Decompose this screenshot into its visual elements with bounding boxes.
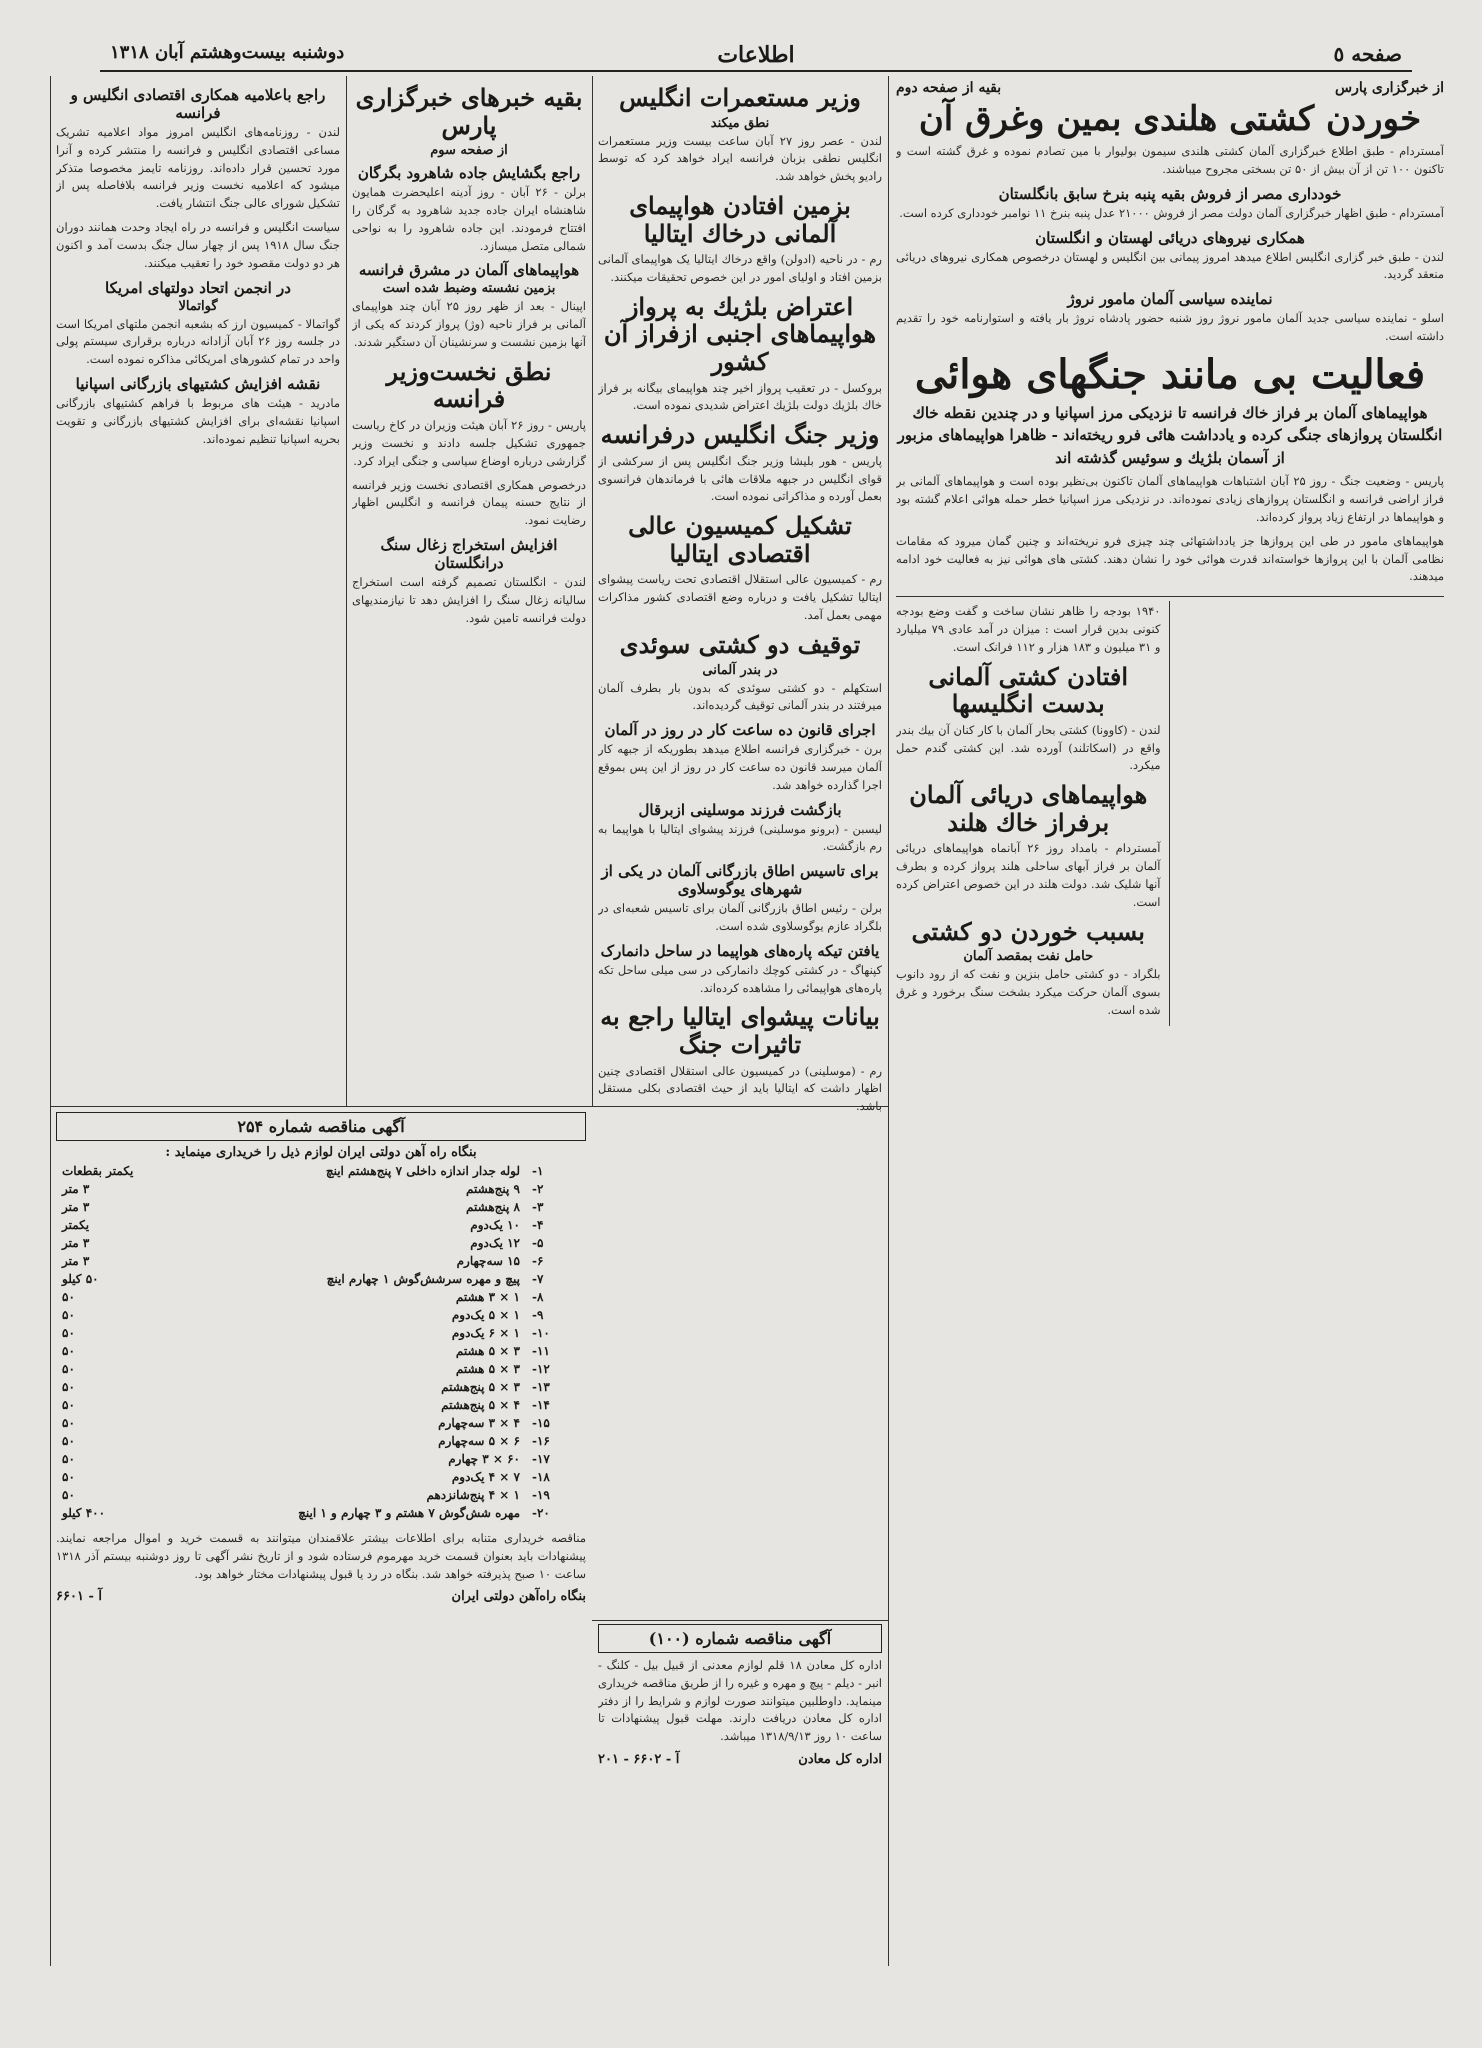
article-body: مادرید - هیئت های مربوط با فراهم کشتیهای بازرگانی اسپانیا نقشه‌ای برای افزایش کشتیهای بازرگانی و تقویت بحریه اسپانیا تنظیم نموده‌اند. bbox=[56, 395, 340, 446]
table-cell-no: ۱۳- bbox=[532, 1380, 550, 1394]
article-title: افتادن کشتی آلمانی بدست انگلیسها bbox=[928, 661, 1129, 719]
table-row bbox=[56, 1324, 586, 1342]
table-cell-item: پیچ و مهره سرشش‌گوش ۱ چهارم اینچ bbox=[326, 1272, 520, 1286]
table-cell-item: ۶ × ۵ سه‌چهارم bbox=[438, 1434, 520, 1448]
table-cell-item: ۸ پنج‌هشتم bbox=[466, 1200, 520, 1214]
article-subtitle: از صفحه سوم bbox=[430, 143, 508, 159]
table-cell-qty: ۵۰ bbox=[62, 1452, 75, 1466]
headline-deck: هواپیماهای آلمان بر فراز خاك فرانسه تا نزدیکی مرز اسپانیا و در چندین نقطه خاك انگلستان پروازهای جنگی کرده و یادداشت هائی فرو ریخته‌اند - ظاهرا هواپیماهای مزبور از آسمان بلژیك و سوئیس گذشته اند bbox=[897, 403, 1443, 467]
article-body: بروکسل - در تعقیب پرواز اخیر چند هواپیمای بیگانه بر فراز خاك بلژیك دولت بلژیك اعتراض شدیدی نموده است. bbox=[598, 380, 882, 413]
tender-items-table bbox=[56, 1162, 586, 1522]
article-subtitle: حامل نفت بمقصد آلمان bbox=[963, 949, 1094, 965]
table-cell-item: ۴ × ۳ سه‌چهارم bbox=[438, 1416, 520, 1430]
article-title: در انجمن اتحاد دولتهای امریکا bbox=[105, 278, 291, 297]
table-cell-qty: ۴۰۰ کیلو bbox=[62, 1506, 106, 1520]
table-cell-no: ۷- bbox=[532, 1272, 544, 1286]
table-cell-no: ۱- bbox=[532, 1164, 544, 1178]
source-tag: از خبرگزاری پارس bbox=[1334, 80, 1444, 96]
table-cell-qty: ۵۰ bbox=[62, 1362, 75, 1376]
table-cell-qty: ۳ متر bbox=[62, 1182, 90, 1196]
article-body: کپنهاگ - در کشتی کوچك دانمارکی در سی میلی ساحل تکه پاره‌های هواپیمائی را مشاهده کرده‌اند. bbox=[598, 962, 882, 995]
article-body: آمستردام - بامداد روز ۲۶ آبانماه هواپیماهای دریائی آلمان بر فراز آبهای ساحلی هلند پرواز کرده و بطرف آنها شلیک شد. دولت هلند در این خصوص اعتراض کرده است. bbox=[896, 841, 1161, 909]
article-subtitle: نطق میکند bbox=[710, 115, 770, 131]
article-body: لندن - عصر روز ۲۷ آبان ساعت بیست وزیر مستعمرات انگلیس نطقی بزبان فرانسه ایراد خواهد کرد که توسط رادیو پخش خواهد شد. bbox=[598, 133, 882, 184]
table-cell-qty: ۳ متر bbox=[62, 1236, 90, 1250]
article-body: ۱۹۴۰ بودجه را ظاهر نشان ساخت و گفت وضع بودجه کنونی بدین قرار است : میزان در آمد عادی ۷۹ میلیارد و ۳۱ میلیون و ۱۸۳ هزار و ۱۱۲ فرانک است. bbox=[896, 604, 1161, 654]
table-cell-qty: ۵۰ bbox=[62, 1290, 75, 1304]
table-cell-item: ۷ × ۴ یک‌دوم bbox=[451, 1470, 520, 1484]
table-row bbox=[56, 1306, 586, 1324]
tender-ad-100 bbox=[598, 1624, 882, 1960]
ad-terms: مناقصه خریداری متنابه برای اطلاعات بیشتر علاقمندان میتوانند به قسمت خرید و اموال مراجعه نمایند. پیشنهادات باید بعنوان قسمت خرید مهرموم فرستاده شود و از تاریخ نشر آگهی تا روز دوشنبه بیستم آذر ۱۳۱۸ ساعت ۱۰ صبح پذیرفته خواهد شد. بنگاه در رد یا قبول پیشنهادات مختار خواهد بود. bbox=[56, 1531, 586, 1581]
table-cell-qty: ۵۰ bbox=[62, 1380, 75, 1394]
table-row bbox=[56, 1468, 586, 1486]
table-cell-no: ۱۱- bbox=[532, 1344, 550, 1358]
table-cell-no: ۵- bbox=[532, 1236, 544, 1250]
section-rule bbox=[592, 1620, 888, 1621]
column-center-right bbox=[598, 80, 882, 1620]
table-row bbox=[56, 1252, 586, 1270]
table-row bbox=[56, 1234, 586, 1252]
article-body: رم - کمیسیون عالی استقلال اقتصادی تحت ریاست پیشوای ایتالیا تشکیل یافت و درباره وضع اقتصادی کشور مذاکرات مهمی بعمل آمد. bbox=[598, 572, 882, 623]
table-cell-qty: ۵۰ bbox=[62, 1308, 75, 1322]
article-body: اسلو - نماینده سیاسی جدید آلمان مامور نروژ روز شنبه حضور پادشاه نروژ بار یافته و استوارنامه خود را تقدیم داشته است. bbox=[896, 311, 1444, 343]
article-title: هواپیماهای دریائی آلمان برفراز خاك هلند bbox=[909, 780, 1148, 837]
table-cell-qty: ۵۰ bbox=[62, 1398, 75, 1412]
table-cell-item: ۹ پنج‌هشتم bbox=[466, 1182, 520, 1196]
column-center-left bbox=[352, 80, 586, 1100]
article-body: پاریس - روز ۲۶ آبان هیئت وزیران در کاخ ریاست جمهوری تشکیل جلسه دادند و نخست وزیر گزارشی درباره اوضاع سیاسی و جنگی ایراد کرد. bbox=[352, 418, 586, 468]
table-cell-item: ۳ × ۵ پنج‌هشتم bbox=[441, 1380, 520, 1394]
newspaper-title: اطلاعات bbox=[717, 42, 795, 68]
table-cell-no: ۸- bbox=[532, 1290, 544, 1304]
table-cell-item: ۱ × ۴ پنج‌شانزدهم bbox=[426, 1488, 520, 1502]
article-title: وزیر مستعمرات انگلیس bbox=[619, 83, 861, 112]
article-title: بقیه خبرهای خبرگزاری پارس bbox=[355, 83, 583, 140]
table-cell-item: ۱ × ۵ یک‌دوم bbox=[451, 1308, 520, 1322]
article-body: سیاست انگلیس و فرانسه در راه ایجاد وحدت همانند دوران جنگ سال ۱۹۱۸ پس از چهار سال جنگ بدست آمد و اکنون هر دو دولت مقصود خود را تعقیب میکنند. bbox=[56, 220, 340, 270]
article-body: پاریس - هور بلیشا وزیر جنگ انگلیس پس از سرکشی از قوای انگلیس در جبهه ملاقات هائی با فرماندهان فرانسوی بعمل آورده و مذاکراتی نموده است. bbox=[598, 453, 882, 504]
ad-text: اداره کل معادن ۱۸ قلم لوازم معدنی از قبیل بیل - کلنگ - انبر - دیلم - پیچ و مهره و غیره را از طریق مناقصه خریداری مینماید. داوطلبین میتوانند صورت لوازم و شرایط را از دفتر اداره کل معادن دریافت دارند. مهلت قبول پیشنهادات تا ساعت ۱۰ روز ۱۳۱۸/۹/۱۳ میباشد. bbox=[598, 1658, 882, 1744]
article-body: استکهلم - دو کشتی سوئدی که بدون بار بطرف آلمان میرفتند در بندر آلمانی توقیف گردیده‌اند. bbox=[598, 680, 882, 713]
issue-date: دوشنبه بیست‌وهشتم آبان ۱۳۱۸ bbox=[110, 42, 345, 63]
article-title: برای تاسیس اطاق بازرگانی آلمان در یکی از شهرهای یوگوسلاوی bbox=[601, 862, 879, 899]
page-number: صفحه ٥ bbox=[1333, 42, 1402, 66]
table-cell-qty: ۵۰ bbox=[62, 1344, 75, 1358]
article-body: رم - (موسلینی) در کمیسیون عالی استقلال اقتصادی چنین اظهار داشت که ایتالیا باید از حیث اقتصادی بکلی مستقل باشد. bbox=[598, 1063, 882, 1114]
article-title: نماینده سیاسی آلمان مامور نروژ bbox=[1067, 290, 1273, 309]
article-title: راجع باعلامیه همکاری اقتصادی انگلیس و فرانسه bbox=[70, 86, 326, 122]
column-rule bbox=[888, 76, 889, 1966]
article-body: درخصوص همکاری اقتصادی نخست وزیر فرانسه از نتایج حسنه پیمان فرانسه و انگلیس اظهار رضایت نمود. bbox=[352, 477, 586, 528]
article-body: لندن - روزنامه‌های انگلیس امروز مواد اعلامیه تشریک مساعی اقتصادی انگلیس و فرانسه را منتشر کرده و آنرا مورد تحسین قرار داده‌اند. روزنامه تایمز مخصوصا متذکر میشود که اعلامیه نخست وزیر فرانسه بلافاصله پس از تشکیل شورای عالی جنگ انتشار یافت. bbox=[56, 125, 340, 211]
table-cell-qty: ۵۰ کیلو bbox=[62, 1272, 99, 1286]
article-body: لندن - انگلستان تصمیم گرفته است استخراج سالیانه زغال سنگ را افزایش دهد تا نیازمندیهای دولت فرانسه تامین شود. bbox=[352, 574, 586, 625]
table-cell-item: ۴ × ۵ پنج‌هشتم bbox=[441, 1398, 520, 1412]
column-left bbox=[56, 80, 340, 1100]
table-cell-item: ۱ × ۶ یک‌دوم bbox=[451, 1326, 520, 1340]
article-subtitle: در بندر آلمانی bbox=[702, 662, 778, 678]
table-cell-qty: ۵۰ bbox=[62, 1434, 75, 1448]
table-cell-qty: ۵۰ bbox=[62, 1470, 75, 1484]
column-rule bbox=[592, 76, 593, 1106]
table-cell-no: ۱۶- bbox=[532, 1434, 550, 1448]
table-cell-qty: یکمتر bbox=[62, 1218, 90, 1232]
article-title: نقشه افزایش کشتیهای بازرگانی اسپانیا bbox=[75, 374, 321, 393]
table-cell-no: ۱۸- bbox=[532, 1470, 550, 1484]
article-title: بیانات پیشوای ایتالیا راجع به تاثیرات جنگ bbox=[600, 1002, 880, 1060]
article-body: هواپیماهای مامور در طی این پروازها جز یادداشتهائی چند چیزی فرو نریخته‌اند و چنین گمان میرود که مقامات نظامی آلمان با این پروازها خواسته‌اند قدرت هوائی خود را نشان دهند. کشتی های هوائی نیز به فعالیت خود ادامه میدهند. bbox=[896, 533, 1444, 584]
article-body: رم - در ناحیه (ادولن) واقع درخاك ایتالیا یک هواپیمای آلمانی بزمین افتاد و اولیای امور در این خصوص تحقیقات میکنند. bbox=[598, 252, 882, 285]
table-cell-qty: ۵۰ bbox=[62, 1326, 75, 1340]
article-body: برلن - رئیس اطاق بازرگانی آلمان برای تاسیس شعبه‌ای در بلگراد عازم یوگوسلاوی شده است. bbox=[598, 901, 882, 933]
ad-intro: بنگاه راه آهن دولتی ایران لوازم ذیل را خریداری مینماید : bbox=[165, 1145, 477, 1160]
tender-ad-254 bbox=[56, 1112, 586, 1962]
article-title: اعتراض بلژیك به پرواز هواپیماهای اجنبی ازفراز آن کشور bbox=[603, 291, 877, 377]
table-cell-qty: ۵۰ bbox=[62, 1416, 75, 1430]
table-cell-no: ۲- bbox=[532, 1182, 544, 1196]
table-cell-no: ۱۰- bbox=[532, 1326, 550, 1340]
table-cell-qty: ۳ متر bbox=[62, 1254, 90, 1268]
table-cell-item: لوله جدار اندازه داخلی ۷ پنج‌هشتم اینچ bbox=[325, 1164, 520, 1178]
article-title: اجرای قانون ده ساعت کار در روز در آلمان bbox=[604, 721, 876, 740]
article-title: تشکیل کمیسیون عالی اقتصادی ایتالیا bbox=[628, 511, 852, 568]
table-cell-no: ۴- bbox=[532, 1218, 544, 1232]
article-body: گواتمالا - کمیسیون ارز که بشعبه انجمن ملتهای امریکا است در جلسه روز ۲۶ آبان آزادانه درباره برقراری سیستم پولی واحد در تمام کشورهای امریکائی مذاکره نموده است. bbox=[56, 316, 340, 367]
article-title: بزمین افتادن هواپیمای آلمانی درخاك ایتالیا bbox=[629, 191, 851, 248]
table-cell-item: ۶۰ × ۳ چهارم bbox=[448, 1452, 520, 1466]
article-title: همکاری نیروهای دریائی لهستان و انگلستان bbox=[1035, 228, 1305, 247]
table-cell-item: ۳ × ۵ هشتم bbox=[455, 1344, 520, 1358]
table-row bbox=[56, 1450, 586, 1468]
table-row bbox=[56, 1162, 586, 1180]
table-row bbox=[56, 1216, 586, 1234]
article-body: آمستردام - طبق اظهار خبرگزاری آلمان دولت مصر از فروش ۲۱۰۰۰ عدل پنبه بنرخ ۱۱ نوامبر خودداری کرده است. bbox=[899, 205, 1444, 220]
table-row bbox=[56, 1198, 586, 1216]
article-title: وزیر جنگ انگلیس درفرانسه bbox=[600, 420, 880, 450]
article-body: لیسبن - (برونو موسلینی) فرزند پیشوای ایتالیا با هواپیما به رم بازگشت. bbox=[598, 821, 882, 854]
table-cell-no: ۱۴- bbox=[532, 1398, 550, 1412]
article-title: افزایش استخراج زغال سنگ درانگلستان bbox=[380, 535, 558, 572]
headline-dutch-ship: خوردن کشتی هلندی بمین وغرق آن bbox=[918, 99, 1422, 139]
article-body: لندن - (کاوونا) کشتی بحار آلمان با کار کنان آن بیك بندر واقع در (اسکاتلند) آورده شد. این کشتی گندم حمل میکرد. bbox=[896, 722, 1161, 773]
table-row bbox=[56, 1180, 586, 1198]
table-row bbox=[56, 1504, 586, 1522]
masthead bbox=[100, 38, 1412, 72]
column-right bbox=[896, 80, 1444, 1960]
article-body: بلگراد - دو کشتی حامل بنزین و نفت که از رود دانوب بسوی آلمان حرکت میکرد بشخت سنگ برخورد و غرق شده است. bbox=[896, 967, 1161, 1017]
article-title: راجع بگشایش جاده شاهرود بگرگان bbox=[357, 164, 581, 183]
ad-title: آگهی مناقصه شماره (۱۰۰) bbox=[598, 1624, 882, 1653]
article-subtitle: بزمین نشسته وضبط شده است bbox=[382, 281, 556, 297]
table-cell-item: ۱۰ یک‌دوم bbox=[470, 1218, 520, 1232]
ad-reference: آ - ۶۶۰۲ - ۲۰۱ bbox=[598, 1752, 680, 1768]
table-cell-item: ۱۲ یک‌دوم bbox=[470, 1236, 520, 1250]
article-body: برلن - ۲۶ آبان - روز آدینه اعلیحضرت همایون شاهنشاه ایران جاده جدید شاهرود به گرگان را افتتاح فرمودند. این جاده شاهرود را به نواحی شمالی متصل میسازد. bbox=[352, 185, 586, 253]
table-row bbox=[56, 1432, 586, 1450]
article-body: اپینال - بعد از ظهر روز ۲۵ آبان چند هواپیمای آلمانی بر فراز ناحیه (وژ) پرواز کردند که یکی از آنها بزمین نشست و سرنشینان آن دستگیر شدند. bbox=[352, 299, 586, 350]
article-body: برن - خبرگزاری فرانسه اطلاع میدهد بطوریکه از جبهه کار آلمان میرسد قانون ده ساعت کار در روز از این پس بموقع اجرا گذارده خواهد شد. bbox=[598, 742, 882, 792]
article-body: پاریس - وضعیت جنگ - روز ۲۵ آبان اشتباهات هواپیماهای آلمان تاکنون بی‌نظیر بوده است و هواپیماهای آلمانی بر فراز اراضی فرانسه و انگلستان پروازهای زیادی نموده‌اند. در نزدیکی مرز اسپانیا خطر حمله هوائی اعلام گشته بود و هواپیماها در ارتفاع زیاد پرواز کرده‌اند. bbox=[896, 474, 1444, 524]
table-row bbox=[56, 1342, 586, 1360]
divider bbox=[896, 596, 1444, 597]
table-cell-no: ۱۲- bbox=[532, 1362, 550, 1376]
article-title: یافتن تیکه پاره‌های هواپیما در ساحل دانمارک bbox=[600, 941, 880, 960]
table-cell-qty: ۳ متر bbox=[62, 1200, 90, 1214]
table-cell-qty: ۵۰ bbox=[62, 1488, 75, 1502]
article-title: بسبب خوردن دو کشتی bbox=[911, 916, 1145, 946]
table-row bbox=[56, 1486, 586, 1504]
ad-title: آگهی مناقصه شماره ۲۵۴ bbox=[56, 1112, 586, 1141]
table-row bbox=[56, 1396, 586, 1414]
column-rule bbox=[346, 76, 347, 1106]
table-cell-no: ۱۷- bbox=[532, 1452, 550, 1466]
table-cell-item: ۱ × ۳ هشتم bbox=[455, 1290, 520, 1304]
table-cell-no: ۱۵- bbox=[532, 1416, 550, 1430]
column-rule bbox=[50, 76, 51, 1966]
article-body: آمستردام - طبق اطلاع خبرگزاری آلمان کشتی هلندی سیمون بولیوار با مین تصادم نموده و غرق گشته است و تاکنون ۱۰۰ تن از آن بیش از ۵۰ تن بسختی مجروح میباشند. bbox=[896, 144, 1444, 176]
ad-signature: اداره کل معادن bbox=[798, 1752, 882, 1768]
subcolumn-left bbox=[896, 601, 1170, 1026]
ad-reference: آ - ۶۶۰۱ bbox=[56, 1589, 102, 1605]
ad-signature: بنگاه راه‌آهن دولتی ایران bbox=[451, 1589, 586, 1605]
table-cell-no: ۹- bbox=[532, 1308, 544, 1322]
table-row bbox=[56, 1288, 586, 1306]
table-cell-no: ۱۹- bbox=[532, 1488, 550, 1502]
continuation-note: بقیه از صفحه دوم bbox=[896, 80, 1002, 96]
table-row bbox=[56, 1414, 586, 1432]
article-title: نطق نخست‌وزیر فرانسه bbox=[386, 356, 552, 414]
table-row bbox=[56, 1360, 586, 1378]
table-cell-no: ۳- bbox=[532, 1200, 544, 1214]
subcolumn-right bbox=[1180, 601, 1445, 1026]
table-cell-item: ۱۵ سه‌چهارم bbox=[456, 1254, 520, 1268]
article-subtitle: گواتمالا bbox=[178, 298, 218, 314]
article-title: توقیف دو کشتی سوئدی bbox=[619, 629, 861, 659]
article-body: لندن - طبق خبر گزاری انگلیس اطلاع میدهد امروز پیمانی بین انگلیس و لهستان درخصوص همکاری نیروهای دریائی منعقد گردید. bbox=[896, 249, 1444, 282]
article-title: بازگشت فرزند موسلینی ازبرقال bbox=[638, 800, 842, 819]
table-cell-no: ۶- bbox=[532, 1254, 544, 1268]
table-row bbox=[56, 1378, 586, 1396]
headline-air-war: فعالیت بی مانند جنگهای هوائی bbox=[914, 350, 1426, 398]
article-title: هواپیماهای آلمان در مشرق فرانسه bbox=[358, 261, 580, 280]
table-cell-item: مهره شش‌گوش ۷ هشتم و ۳ چهارم و ۱ اینچ bbox=[298, 1506, 520, 1520]
table-cell-qty: یکمتر بقطعات bbox=[62, 1164, 134, 1178]
table-cell-no: ۲۰- bbox=[532, 1506, 550, 1520]
table-row bbox=[56, 1270, 586, 1288]
table-cell-item: ۳ × ۵ هشتم bbox=[455, 1362, 520, 1376]
article-title: خودداری مصر از فروش بقیه پنبه بنرخ سابق بانگلستان bbox=[998, 184, 1342, 203]
